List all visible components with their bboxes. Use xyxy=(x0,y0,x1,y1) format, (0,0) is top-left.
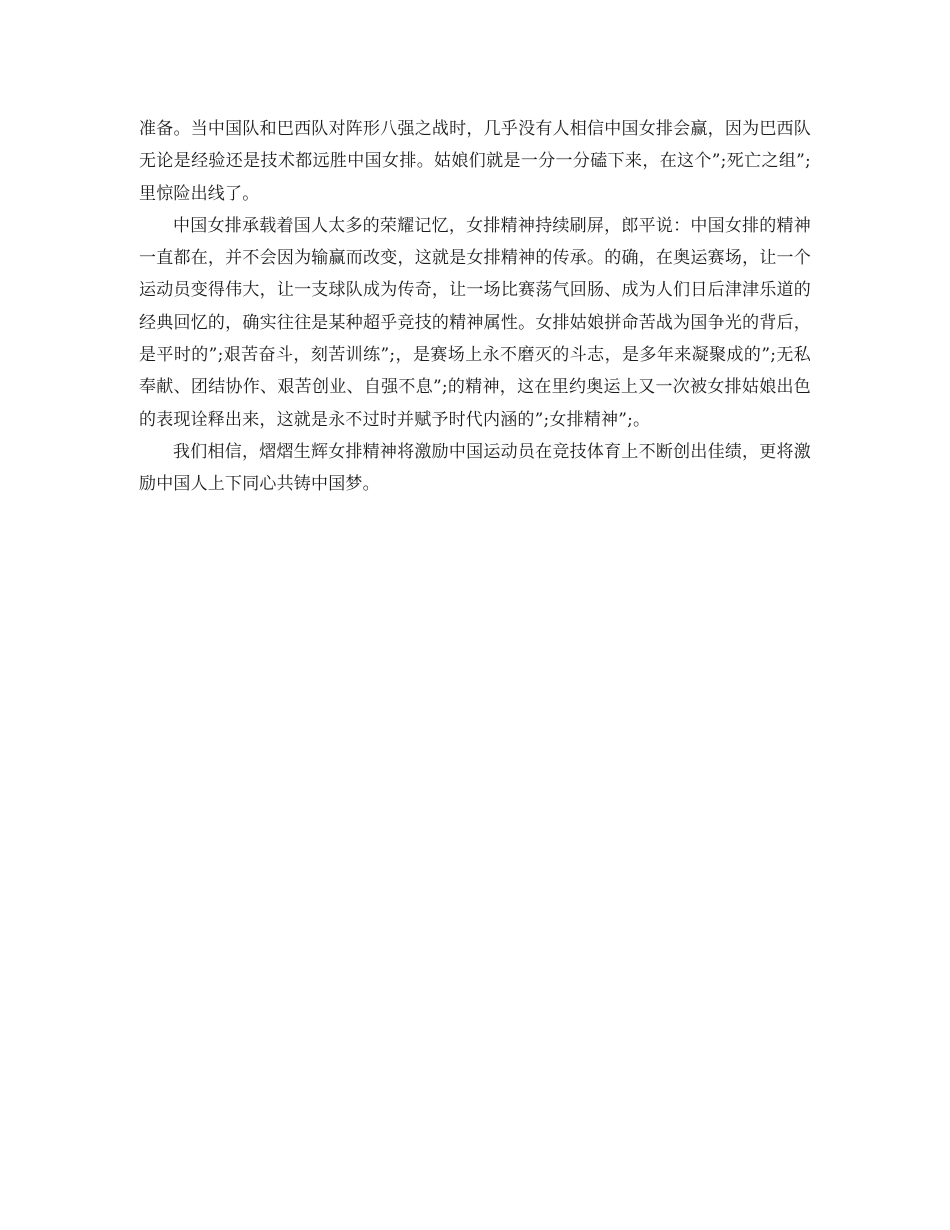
document-body xyxy=(139,113,811,501)
paragraph-continuation: 准备。当中国队和巴西队对阵形八强之战时，几乎没有人相信中国女排会赢，因为巴西队无论是经验还是技术都远胜中国女排。姑娘们就是一分一分磕下来，在这个”;死亡之组”;里惊险出线了。 xyxy=(139,119,811,204)
paragraph-conclusion: 我们相信，熠熠生辉女排精神将激励中国运动员在竞技体育上不断创出佳绩，更将激励中国人上下同心共铸中国梦。 xyxy=(139,441,811,495)
paragraph-women-volleyball-spirit: 中国女排承载着国人太多的荣耀记忆，女排精神持续刷屏，郎平说：中国女排的精神一直都在，并不会因为输赢而改变，这就是女排精神的传承。的确，在奥运赛场，让一个运动员变得伟大，让一支球队成为传奇，让一场比赛荡气回肠、成为人们日后津津乐道的经典回忆的，确实往往是某种超乎竞技的精神属性。女排姑娘拼命苦战为国争光的背后，是平时的”;艰苦奋斗，刻苦训练”;，是赛场上永不磨灭的斗志，是多年来凝聚成的”;无私奉献、团结协作、艰苦创业、自强不息”;的精神，这在里约奥运上又一次被女排姑娘出色的表现诠释出来，这就是永不过时并赋予时代内涵的”;女排精神”;。 xyxy=(139,215,811,430)
